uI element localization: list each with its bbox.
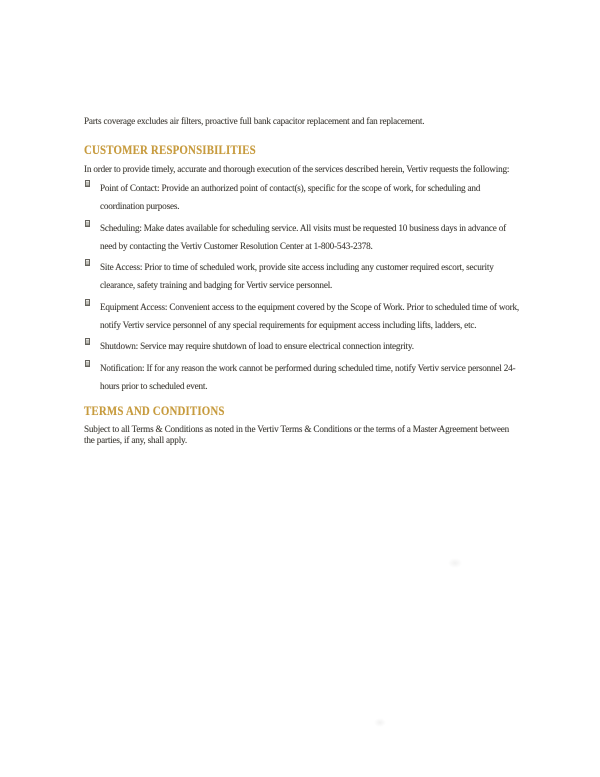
missing-glyph-bullet-icon [85, 299, 90, 306]
scan-artifact [448, 558, 462, 568]
missing-glyph-bullet-icon [85, 220, 90, 227]
terms-and-conditions-text: Subject to all Terms & Conditions as noted in the Vertiv Terms & Conditions or the terms of a Master Agreement between the parties, if any, shall apply. [84, 423, 509, 445]
list-item-notification [84, 358, 521, 394]
list-item-shutdown [84, 336, 521, 354]
list-item-text: Equipment Access: Convenient access to the equipment covered by the Scope of Work. Prior to scheduled time of work, notify Vertiv service personnel of any special requirements for equipment access including lifts, ladders, etc. [100, 301, 520, 330]
terms-and-conditions-heading: TERMS AND CONDITIONS [84, 403, 225, 418]
list-item-text: Scheduling: Make dates available for scheduling service. All visits must be requested 10 business days in advance of need by contacting the Vertiv Customer Resolution Center at 1-800-543-2378. [100, 222, 506, 251]
customer-responsibilities-intro: In order to provide timely, accurate and thorough execution of the services described herein, Vertiv requests the following: [84, 163, 510, 174]
missing-glyph-bullet-icon [85, 259, 90, 266]
customer-responsibilities-heading: CUSTOMER RESPONSIBILITIES [84, 142, 256, 157]
customer-responsibilities-list [84, 178, 521, 394]
missing-glyph-bullet-icon [85, 338, 90, 345]
document-content [84, 116, 521, 447]
parts-coverage-note: Parts coverage excludes air filters, proactive full bank capacitor replacement and fan replacement. [84, 116, 425, 126]
list-item-text: Point of Contact: Provide an authorized point of contact(s), specific for the scope of work, for scheduling and coordination purposes. [100, 183, 481, 211]
list-item-text: Site Access: Prior to time of scheduled work, provide site access including any customer required escort, security clearance, safety training and badging for Vertiv service personnel. [100, 262, 494, 290]
missing-glyph-bullet-icon [85, 180, 90, 187]
list-item-scheduling [84, 218, 521, 254]
list-item-site-access [84, 257, 521, 293]
list-item-equipment-access [84, 297, 521, 333]
scan-artifact [374, 718, 386, 727]
list-item-text: Shutdown: Service may require shutdown of load to ensure electrical connection integrity. [100, 341, 414, 351]
missing-glyph-bullet-icon [85, 360, 90, 367]
list-item-text: Notification: If for any reason the work cannot be performed during scheduled time, notify Vertiv service personnel 24-hours prior to scheduled event. [100, 362, 516, 391]
list-item-point-of-contact [84, 178, 521, 214]
